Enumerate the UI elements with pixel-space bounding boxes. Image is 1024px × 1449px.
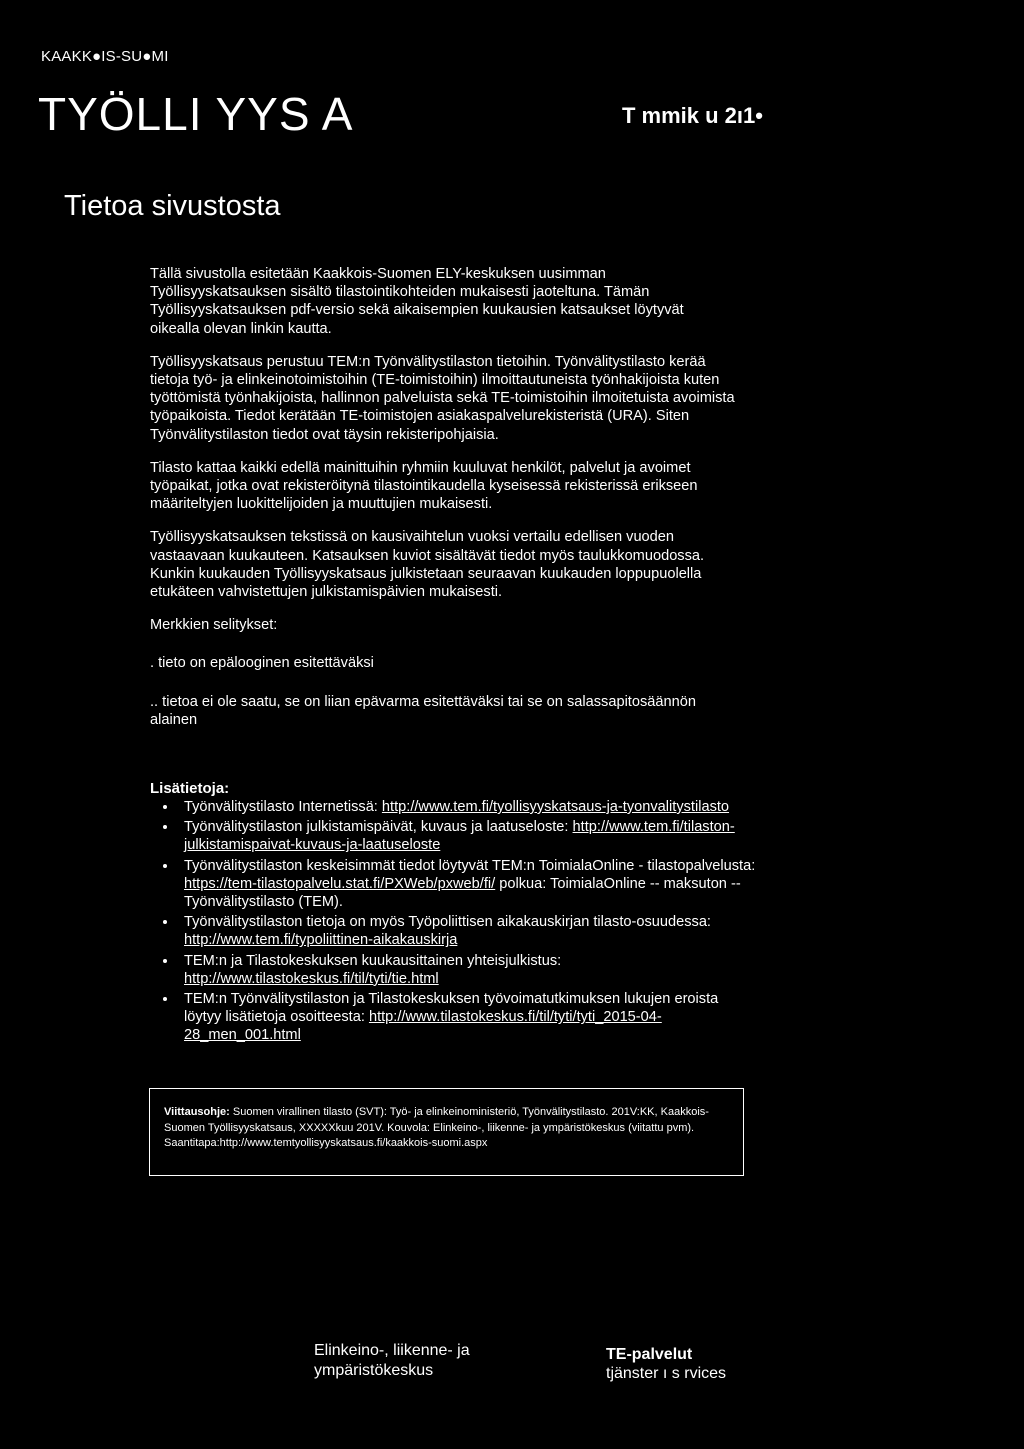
list-item-text: TEM:n ja Tilastokeskuksen kuukausittainen yhteisjulkistus: (184, 952, 562, 969)
section-heading: Tietoa sivustosta (64, 190, 281, 222)
paragraph-intro: Tällä sivustolla esitetään Kaakkois-Suomen ELY-keskuksen uusimman Työllisyyskatsauksen sisältö tilastointikohteiden mukaisesti jaoteltuna. Tämän Työllisyyskatsauksen pdf-versio sekä aikaisempien kuukausien katsaukset löytyvät oikealla olevan linkin kautta. (150, 266, 684, 337)
legend-item-double-dot: .. tietoa ei ole saatu, se on liian epävarma esitettäväksi tai se on salassapitosäännön alainen (150, 693, 696, 728)
paragraph-publication: Työllisyyskatsauksen tekstissä on kausivaihtelun vuoksi vertailu edellisen vuoden vastaavaan kuukauteen. Katsauksen kuviot sisältävät tiedot myös taulukkomuodossa. Kunkin kuukauden Työllisyyskatsaus julkistetaan seuraavan kuukauden loppupuolella etukäteen vahvistettujen julkistamispäivien mukaisesti. (150, 529, 705, 601)
link-tyollisyyskatsaus[interactable]: http://www.tem.fi/tyollisyyskatsaus-ja-tyonvalitystilasto (381, 799, 730, 815)
legend-item-single-dot: . tieto on epälooginen esitettäväksi (150, 655, 374, 672)
document-title: TYÖLLI YYS A (38, 88, 354, 140)
link-aikakauskirja[interactable]: http://www.tem.fi/typoliittinen-aikakauskirja (184, 932, 458, 949)
paragraph-coverage: Tilasto kattaa kaikki edellä mainittuihin ryhmiin kuuluvat henkilöt, palvelut ja avoimet työpaikat, jotka ovat rekisteröitynä tilastointikaudella kyseisessä rekisterissä erikseen määriteltyjen luokittelijoiden ja muuttujien mukaisesti. (150, 459, 698, 513)
ely-logo-line-2: ympäristökeskus (314, 1362, 434, 1379)
link-pxweb[interactable]: https://tem-tilastopalvelu.stat.fi/PXWeb/pxweb/fi/ (184, 875, 496, 892)
more-info-list (160, 798, 758, 1047)
list-item-text: Työnvälitystilaston julkistamispäivät, kuvaus ja laatuseloste: (184, 819, 573, 836)
list-item (178, 952, 758, 988)
citation-text: Suomen virallinen tilasto (SVT): Työ- ja elinkeinoministeriö, Työnvälitystilasto. 201V:KK, Kaakkois-Suomen Työllisyyskatsaus, XXXXXkuu 201V. Kouvola: Elinkeino-, liikenne- ja ympäristökeskus (viitattu pvm). Saantitapa:http://www.temtyollisyyskatsaus.fi/kaakkois-suomi.aspx (164, 1106, 709, 1149)
ely-logo-line-1: Elinkeino-, liikenne- ja (314, 1342, 470, 1359)
te-logo-line-1: TE-palvelut (606, 1346, 693, 1363)
link-tyti-men[interactable]: http://www.tilastokeskus.fi/til/tyti/tyti_2015-04-28_men_001.html (184, 1009, 662, 1044)
citation-box (149, 1088, 744, 1176)
document-date: T mmik u 2ı1• (622, 103, 763, 128)
list-item-text: Työnvälitystilasto Internetissä: (184, 799, 382, 815)
link-yhteisjulkistus[interactable]: http://www.tilastokeskus.fi/til/tyti/tie.html (184, 970, 439, 987)
citation-label: Viittausohje: (164, 1106, 230, 1118)
list-item (178, 913, 758, 949)
list-item (178, 857, 758, 912)
te-logo-text (606, 1345, 726, 1383)
list-item-text: Työnvälitystilaston keskeisimmät tiedot löytyvät TEM:n ToimialaOnline - tilastopalvelusta: (184, 857, 756, 874)
paragraph-source: Työllisyyskatsaus perustuu TEM:n Työnvälitystilaston tietoihin. Työnvälitystilasto kerää tietoja työ- ja elinkeinotoimistoihin (TE-toimistoihin) ilmoittautuneista työnhakijoista kuten työttömistä työnhakijoista, hallinnon palveluista sekä TE-toimistoihin ilmoitetuista avoimista työpaikoista. Tiedot kerätään TE-toimistojen asiakaspalvelurekisteristä (URA). Siten Työnvälitystilaston tiedot ovat täysin rekisteripohjaisia. (150, 353, 735, 443)
more-info-heading: Lisätietoja: (150, 780, 230, 797)
legend-title: Merkkien selitykset: (150, 617, 278, 634)
list-item-text: Työnvälitystilaston tietoja on myös Työpoliittisen aikakauskirjan tilasto-osuudessa: (184, 914, 711, 931)
list-item (178, 798, 758, 816)
ely-logo-text (314, 1341, 470, 1381)
list-item (178, 818, 758, 854)
list-item-text: TEM:n Työnvälitystilaston ja Tilastokeskuksen työvoimatutkimuksen lukujen eroista löytyy lisätietoja osoitteesta: (184, 991, 719, 1026)
region-label: KAAKK●IS-SU●MI (41, 48, 169, 65)
main-content (150, 265, 735, 749)
te-logo-line-2: tjänster ı s rvices (606, 1365, 727, 1382)
link-julkistamispaivat[interactable]: http://www.tem.fi/tilaston-julkistamispaivat-kuvaus-ja-laatuseloste (184, 819, 735, 854)
list-item-text-after: polkua: ToimialaOnline -- maksuton -- Työnvälitystilasto (TEM). (184, 875, 741, 911)
list-item (178, 990, 758, 1045)
